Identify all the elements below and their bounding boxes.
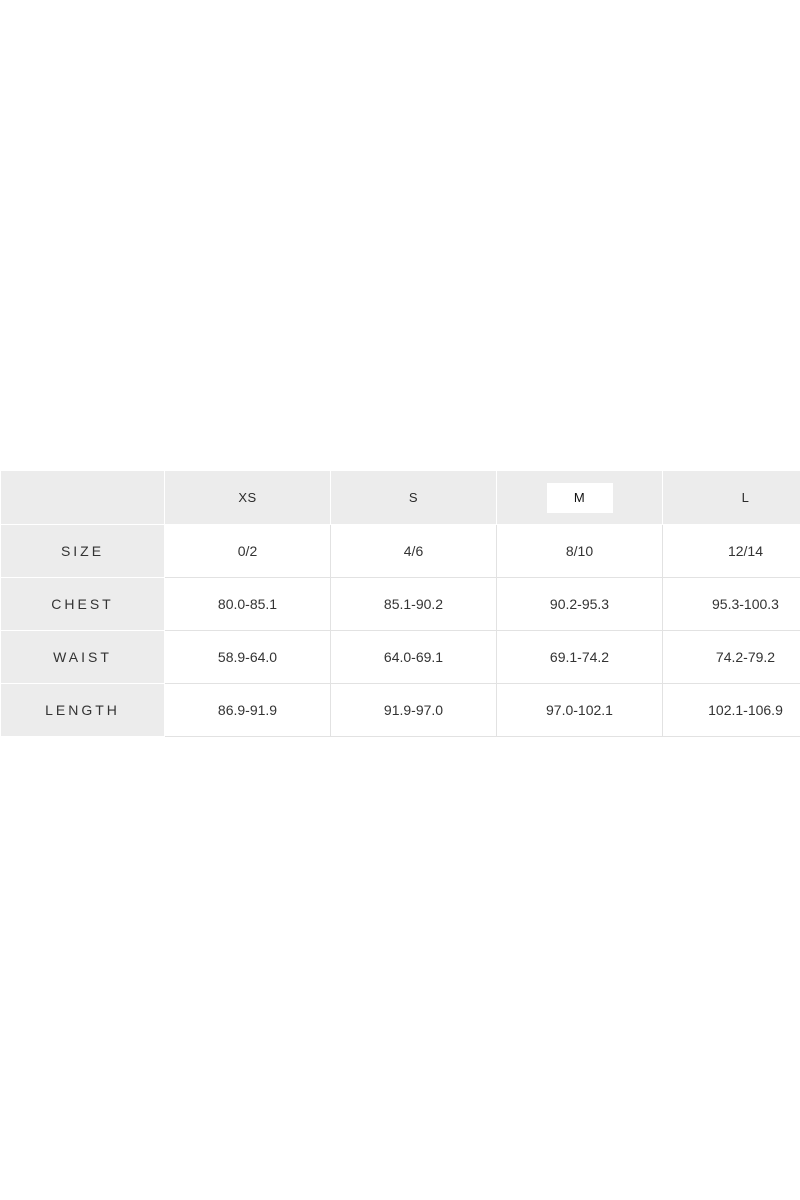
cell-chest-l: 95.3-100.3 (663, 578, 800, 631)
table-row (1, 684, 800, 737)
column-header-s[interactable]: S (331, 471, 497, 525)
table-row (1, 525, 800, 578)
cell-length-xs: 86.9-91.9 (165, 684, 331, 737)
cell-length-m: 97.0-102.1 (497, 684, 663, 737)
table-row (1, 631, 800, 684)
row-label-length: LENGTH (1, 684, 165, 737)
column-header-m-label: M (547, 483, 613, 513)
cell-waist-m: 69.1-74.2 (497, 631, 663, 684)
cell-waist-s: 64.0-69.1 (331, 631, 497, 684)
cell-size-m: 8/10 (497, 525, 663, 578)
column-header-l[interactable]: L (663, 471, 800, 525)
column-header-m[interactable] (497, 471, 663, 525)
cell-length-s: 91.9-97.0 (331, 684, 497, 737)
header-corner-cell (1, 471, 165, 525)
size-chart-header-row (1, 471, 800, 525)
size-chart-table (0, 470, 800, 737)
row-label-chest: CHEST (1, 578, 165, 631)
table-row (1, 578, 800, 631)
cell-chest-m: 90.2-95.3 (497, 578, 663, 631)
cell-waist-xs: 58.9-64.0 (165, 631, 331, 684)
cell-chest-s: 85.1-90.2 (331, 578, 497, 631)
row-label-size: SIZE (1, 525, 165, 578)
column-header-xs[interactable]: XS (165, 471, 331, 525)
size-chart-container (0, 470, 800, 737)
row-label-waist: WAIST (1, 631, 165, 684)
cell-chest-xs: 80.0-85.1 (165, 578, 331, 631)
cell-size-s: 4/6 (331, 525, 497, 578)
cell-size-xs: 0/2 (165, 525, 331, 578)
cell-waist-l: 74.2-79.2 (663, 631, 800, 684)
cell-length-l: 102.1-106.9 (663, 684, 800, 737)
cell-size-l: 12/14 (663, 525, 800, 578)
